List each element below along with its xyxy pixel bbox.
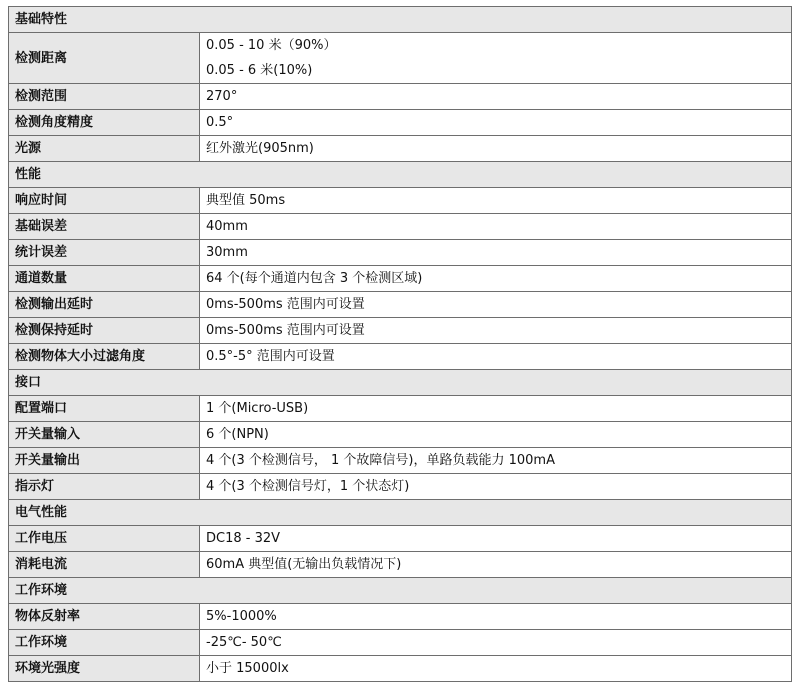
table-row — [9, 110, 792, 136]
table-row — [9, 240, 792, 266]
table-row — [9, 214, 792, 240]
section-header-row — [9, 578, 792, 604]
spec-value-cell — [200, 33, 792, 84]
spec-value-cell — [200, 474, 792, 500]
table-row — [9, 656, 792, 682]
section-title: 基础特性 — [9, 7, 792, 33]
spec-value: 典型值 50ms — [206, 193, 286, 208]
spec-value: 270° — [206, 89, 238, 104]
spec-label: 统计误差 — [9, 240, 200, 266]
table-row — [9, 188, 792, 214]
spec-label: 通道数量 — [9, 266, 200, 292]
spec-value: 0.5°-5° 范围内可设置 — [206, 349, 335, 364]
spec-label: 检测角度精度 — [9, 110, 200, 136]
spec-value: -25℃- 50℃ — [206, 635, 282, 650]
spec-label: 检测输出延时 — [9, 292, 200, 318]
spec-value: 0ms-500ms 范围内可设置 — [206, 323, 365, 338]
table-row — [9, 526, 792, 552]
spec-value-cell — [200, 604, 792, 630]
table-row — [9, 84, 792, 110]
table-row — [9, 136, 792, 162]
spec-value: DC18 - 32V — [206, 531, 281, 546]
spec-label: 配置端口 — [9, 396, 200, 422]
spec-value: 4 个(3 个检测信号灯，1 个状态灯) — [206, 479, 410, 494]
spec-label: 光源 — [9, 136, 200, 162]
spec-value-cell — [200, 552, 792, 578]
spec-value-cell — [200, 318, 792, 344]
section-header-row — [9, 370, 792, 396]
spec-label: 开关量输入 — [9, 422, 200, 448]
spec-label: 环境光强度 — [9, 656, 200, 682]
spec-label: 开关量输出 — [9, 448, 200, 474]
table-row — [9, 604, 792, 630]
spec-label: 物体反射率 — [9, 604, 200, 630]
table-row — [9, 292, 792, 318]
spec-label: 检测保持延时 — [9, 318, 200, 344]
spec-value-cell — [200, 292, 792, 318]
spec-value-cell — [200, 422, 792, 448]
spec-value-cell — [200, 240, 792, 266]
section-header-row — [9, 500, 792, 526]
spec-value: 0.05 - 6 米(10%) — [206, 63, 313, 78]
spec-label: 检测范围 — [9, 84, 200, 110]
spec-label: 指示灯 — [9, 474, 200, 500]
spec-value: 6 个(NPN) — [206, 427, 269, 442]
table-row — [9, 33, 792, 84]
spec-value: 小于 15000lx — [206, 661, 289, 676]
table-row — [9, 630, 792, 656]
spec-label: 基础误差 — [9, 214, 200, 240]
spec-value-cell — [200, 630, 792, 656]
spec-table — [8, 6, 792, 682]
spec-label: 检测物体大小过滤角度 — [9, 344, 200, 370]
spec-label: 响应时间 — [9, 188, 200, 214]
section-title: 电气性能 — [9, 500, 792, 526]
spec-value: 30mm — [206, 245, 248, 260]
table-row — [9, 448, 792, 474]
spec-value: 5%-1000% — [206, 609, 277, 624]
spec-value: 0.05 - 10 米（90%） — [206, 38, 337, 53]
section-title: 接口 — [9, 370, 792, 396]
spec-value-cell — [200, 448, 792, 474]
spec-value-cell — [200, 526, 792, 552]
table-row — [9, 344, 792, 370]
table-row — [9, 552, 792, 578]
table-row — [9, 474, 792, 500]
spec-value: 0ms-500ms 范围内可设置 — [206, 297, 365, 312]
table-row — [9, 422, 792, 448]
spec-value-cell — [200, 84, 792, 110]
table-row — [9, 266, 792, 292]
spec-value-cell — [200, 110, 792, 136]
section-header-row — [9, 162, 792, 188]
section-header-row — [9, 7, 792, 33]
spec-value: 60mA 典型值(无输出负载情况下) — [206, 557, 402, 572]
spec-label: 工作电压 — [9, 526, 200, 552]
spec-label: 工作环境 — [9, 630, 200, 656]
spec-value-cell — [200, 266, 792, 292]
spec-value: 红外激光(905nm) — [206, 141, 314, 156]
section-title: 性能 — [9, 162, 792, 188]
spec-value-cell — [200, 396, 792, 422]
spec-value-cell — [200, 214, 792, 240]
table-row — [9, 396, 792, 422]
spec-value: 1 个(Micro-USB) — [206, 401, 309, 416]
spec-value-cell — [200, 656, 792, 682]
spec-value: 4 个(3 个检测信号， 1 个故障信号)，单路负载能力 100mA — [206, 453, 555, 468]
table-row — [9, 318, 792, 344]
spec-label: 检测距离 — [9, 33, 200, 84]
spec-value: 64 个(每个通道内包含 3 个检测区域) — [206, 271, 423, 286]
spec-value: 0.5° — [206, 115, 234, 130]
spec-value-cell — [200, 136, 792, 162]
section-title: 工作环境 — [9, 578, 792, 604]
spec-label: 消耗电流 — [9, 552, 200, 578]
spec-value-cell — [200, 344, 792, 370]
spec-value-cell — [200, 188, 792, 214]
spec-value: 40mm — [206, 219, 248, 234]
spec-table-body — [9, 7, 792, 682]
